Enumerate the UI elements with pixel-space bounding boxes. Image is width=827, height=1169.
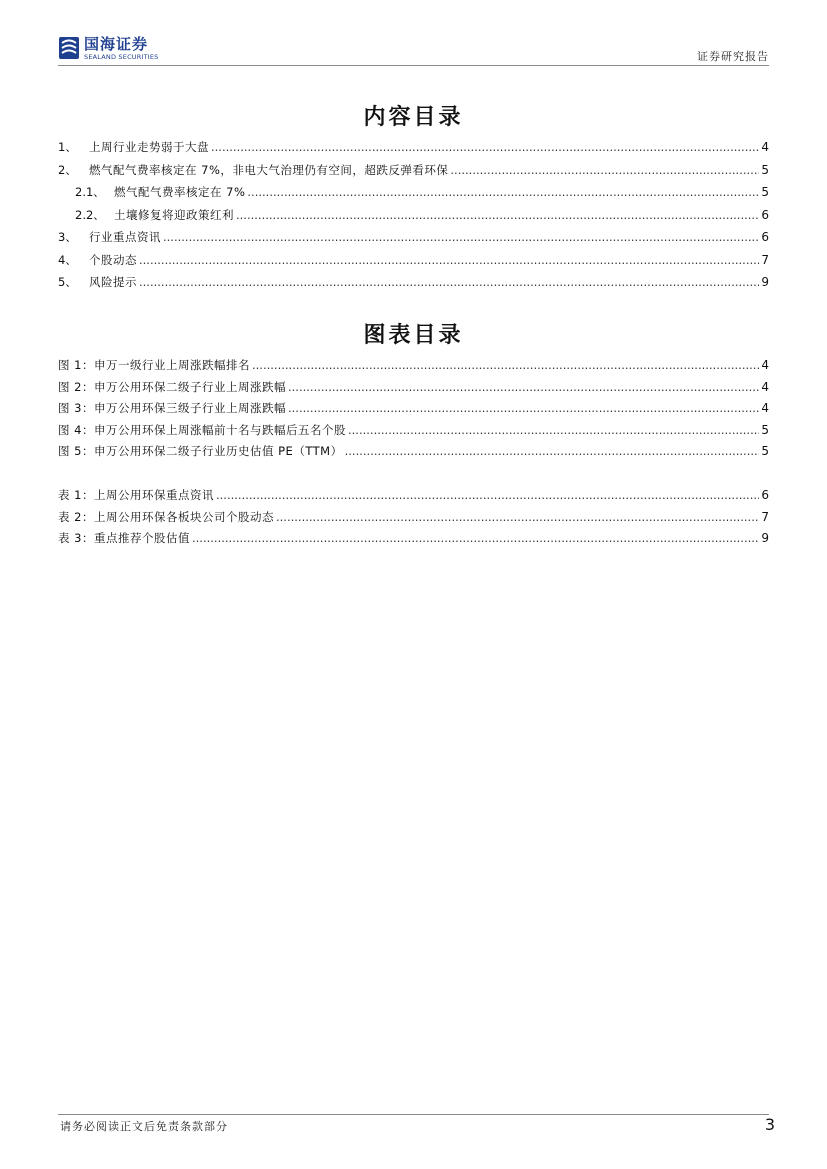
toc-entry[interactable] [58, 204, 769, 227]
entry-number: 1、 [58, 140, 77, 154]
entry-page-number: 9 [761, 275, 769, 289]
dot-leader [345, 441, 760, 463]
entry-page-number: 7 [761, 252, 769, 267]
figure-entry[interactable] [58, 420, 769, 442]
figure-entry[interactable] [58, 377, 769, 399]
entry-page-number: 6 [761, 488, 769, 502]
dot-leader [163, 226, 759, 249]
entry-title: 燃气配气费率核定在 7% [114, 185, 246, 199]
figure-entry[interactable] [58, 507, 769, 529]
page-header [58, 36, 769, 68]
toc-entry[interactable] [58, 226, 769, 249]
figure-entry[interactable] [58, 485, 769, 507]
entry-page-number: 5 [761, 422, 769, 437]
entry-page-number: 9 [761, 531, 769, 546]
toc-entry[interactable] [58, 249, 769, 272]
entry-number: 2.1、 [75, 185, 105, 199]
table-of-contents [58, 136, 769, 294]
entry-number: 5、 [58, 275, 77, 289]
report-type-label: 证券研究报告 [697, 50, 769, 63]
entry-title: 图 5：申万公用环保二级子行业历史估值 PE（TTM） [58, 444, 343, 459]
figures-heading: 图表目录 [363, 323, 464, 348]
entry-number: 2.2、 [75, 207, 105, 222]
chart-index [58, 355, 769, 463]
header-divider [58, 65, 769, 66]
figure-entry[interactable] [58, 528, 769, 550]
dot-leader [139, 249, 759, 272]
table-index [58, 485, 769, 550]
disclaimer-note: 请务必阅读正文后免责条款部分 [60, 1120, 228, 1133]
entry-title: 表 3：重点推荐个股估值 [58, 531, 190, 546]
entry-title: 图 2：申万公用环保二级子行业上周涨跌幅 [58, 379, 286, 394]
entry-page-number: 4 [761, 379, 769, 394]
dot-leader [348, 420, 759, 442]
toc-heading: 内容目录 [363, 105, 464, 130]
entry-page-number: 6 [761, 207, 769, 222]
dot-leader [216, 485, 759, 507]
company-logo [58, 36, 159, 62]
dot-leader [211, 136, 759, 159]
dot-leader [236, 204, 759, 227]
entry-page-number: 4 [761, 401, 769, 416]
toc-entry[interactable] [58, 181, 769, 204]
entry-page-number: 5 [761, 162, 769, 177]
entry-page-number: 5 [761, 444, 769, 459]
entry-title: 土壤修复将迎政策红利 [114, 207, 234, 222]
entry-title: 图 1：申万一级行业上周涨跌幅排名 [58, 358, 250, 372]
dot-leader [252, 355, 759, 377]
entry-title: 图 4：申万公用环保上周涨幅前十名与跌幅后五名个股 [58, 422, 346, 437]
dot-leader [288, 377, 759, 399]
logo-english-name: SEALAND SECURITIES [84, 53, 159, 61]
entry-page-number: 4 [761, 140, 769, 154]
entry-page-number: 5 [761, 185, 769, 199]
entry-title: 燃气配气费率核定在 7%，非电大气治理仍有空间，超跌反弹看环保 [89, 162, 449, 177]
dot-leader [247, 181, 759, 204]
entry-title: 行业重点资讯 [89, 230, 161, 244]
toc-entry[interactable] [58, 159, 769, 182]
entry-page-number: 4 [761, 358, 769, 372]
dot-leader [192, 528, 759, 550]
entry-title: 风险提示 [89, 275, 137, 289]
dot-leader [276, 507, 759, 529]
dot-leader [288, 398, 759, 420]
entry-title: 表 2：上周公用环保各板块公司个股动态 [58, 509, 274, 524]
figure-entry[interactable] [58, 398, 769, 420]
entry-number: 4、 [58, 252, 77, 267]
toc-entry[interactable] [58, 271, 769, 294]
page-number: 3 [764, 1115, 775, 1134]
entry-number: 3、 [58, 230, 77, 244]
figure-entry[interactable] [58, 355, 769, 377]
entry-title: 个股动态 [89, 252, 137, 267]
entry-title: 表 1：上周公用环保重点资讯 [58, 488, 214, 502]
sealand-logo-icon [58, 36, 80, 60]
footer-divider [58, 1114, 769, 1115]
entry-title: 图 3：申万公用环保三级子行业上周涨跌幅 [58, 401, 286, 416]
entry-number: 2、 [58, 162, 77, 177]
entry-title: 上周行业走势弱于大盘 [89, 140, 209, 154]
toc-entry[interactable] [58, 136, 769, 159]
entry-page-number: 6 [761, 230, 769, 244]
dot-leader [139, 271, 759, 294]
figure-entry[interactable] [58, 441, 769, 463]
logo-chinese-name: 国海证券 [84, 35, 149, 53]
dot-leader [450, 159, 759, 182]
entry-page-number: 7 [761, 509, 769, 524]
